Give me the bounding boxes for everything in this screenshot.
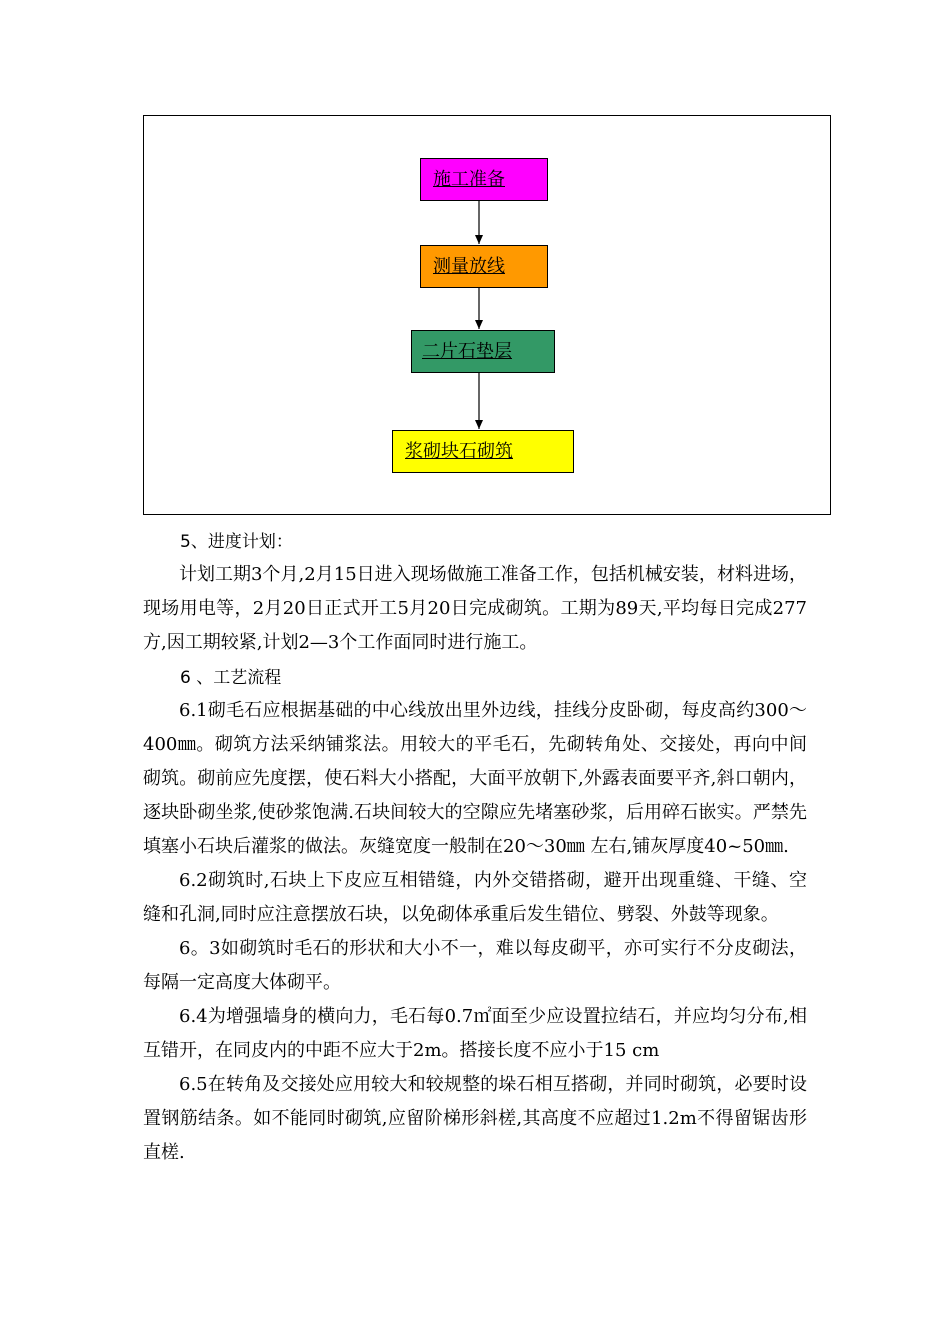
section5-body [143,558,807,660]
flow-step-stone-cushion [411,330,555,373]
flow-step-label: 施工准备 [433,168,505,190]
flow-step-construction-prep [420,158,548,201]
process-paragraph-6-3: 6。3如砌筑时毛石的形状和大小不一，难以每皮砌平，亦可实行不分皮砌法，每隔一定高度大体砌平。 [143,938,807,993]
flow-step-label: 二片石垫层 [422,340,512,362]
section6-body [143,694,807,1170]
flow-step-mortar-masonry [392,430,574,473]
section5-heading: 5、进度计划： [180,532,293,552]
flow-step-survey-layout [420,245,548,288]
section6-heading: 6 、工艺流程 [180,668,282,688]
schedule-paragraph: 计划工期3个月,2月15日进入现场做施工准备工作，包括机械安装，材料进场，现场用电等，2月20日正式开工5月20日完成砌筑。工期为89天,平均每日完成277方,因工期较紧,计划2—3个工作面同时进行施工。 [143,564,807,653]
flow-step-label: 测量放线 [433,255,505,277]
flow-step-label: 浆砌块石砌筑 [405,440,513,462]
process-paragraph-6-2: 6.2砌筑时,石块上下皮应互相错缝，内外交错搭砌，避开出现重缝、干缝、空缝和孔洞,同时应注意摆放石块，以免砌体承重后发生错位、劈裂、外鼓等现象。 [143,870,807,925]
process-paragraph-6-4: 6.4为增强墙身的横向力，毛石每0.7㎡面至少应设置拉结石，并应均匀分布,相互错开，在同皮内的中距不应大于2m。搭接长度不应小于15 cm [143,1006,807,1061]
process-paragraph-6-5: 6.5在转角及交接处应用较大和较规整的垛石相互搭砌，并同时砌筑，必要时设置钢筋结条。如不能同时砌筑,应留阶梯形斜槎,其高度不应超过1.2m不得留锯齿形直槎. [143,1074,807,1163]
process-paragraph-6-1: 6.1砌毛石应根据基础的中心线放出里外边线，挂线分皮卧砌，每皮高约300～400㎜。砌筑方法采纳铺浆法。用较大的平毛石，先砌转角处、交接处，再向中间砌筑。砌前应先度摆，使石料大小搭配，大面平放朝下,外露表面要平齐,斜口朝内，逐块卧砌坐浆,使砂浆饱满.石块间较大的空隙应先堵塞砂浆，后用碎石嵌实。严禁先填塞小石块后灌浆的做法。灰缝宽度一般制在20～30㎜ 左右,铺灰厚度40~50㎜. [143,700,807,857]
